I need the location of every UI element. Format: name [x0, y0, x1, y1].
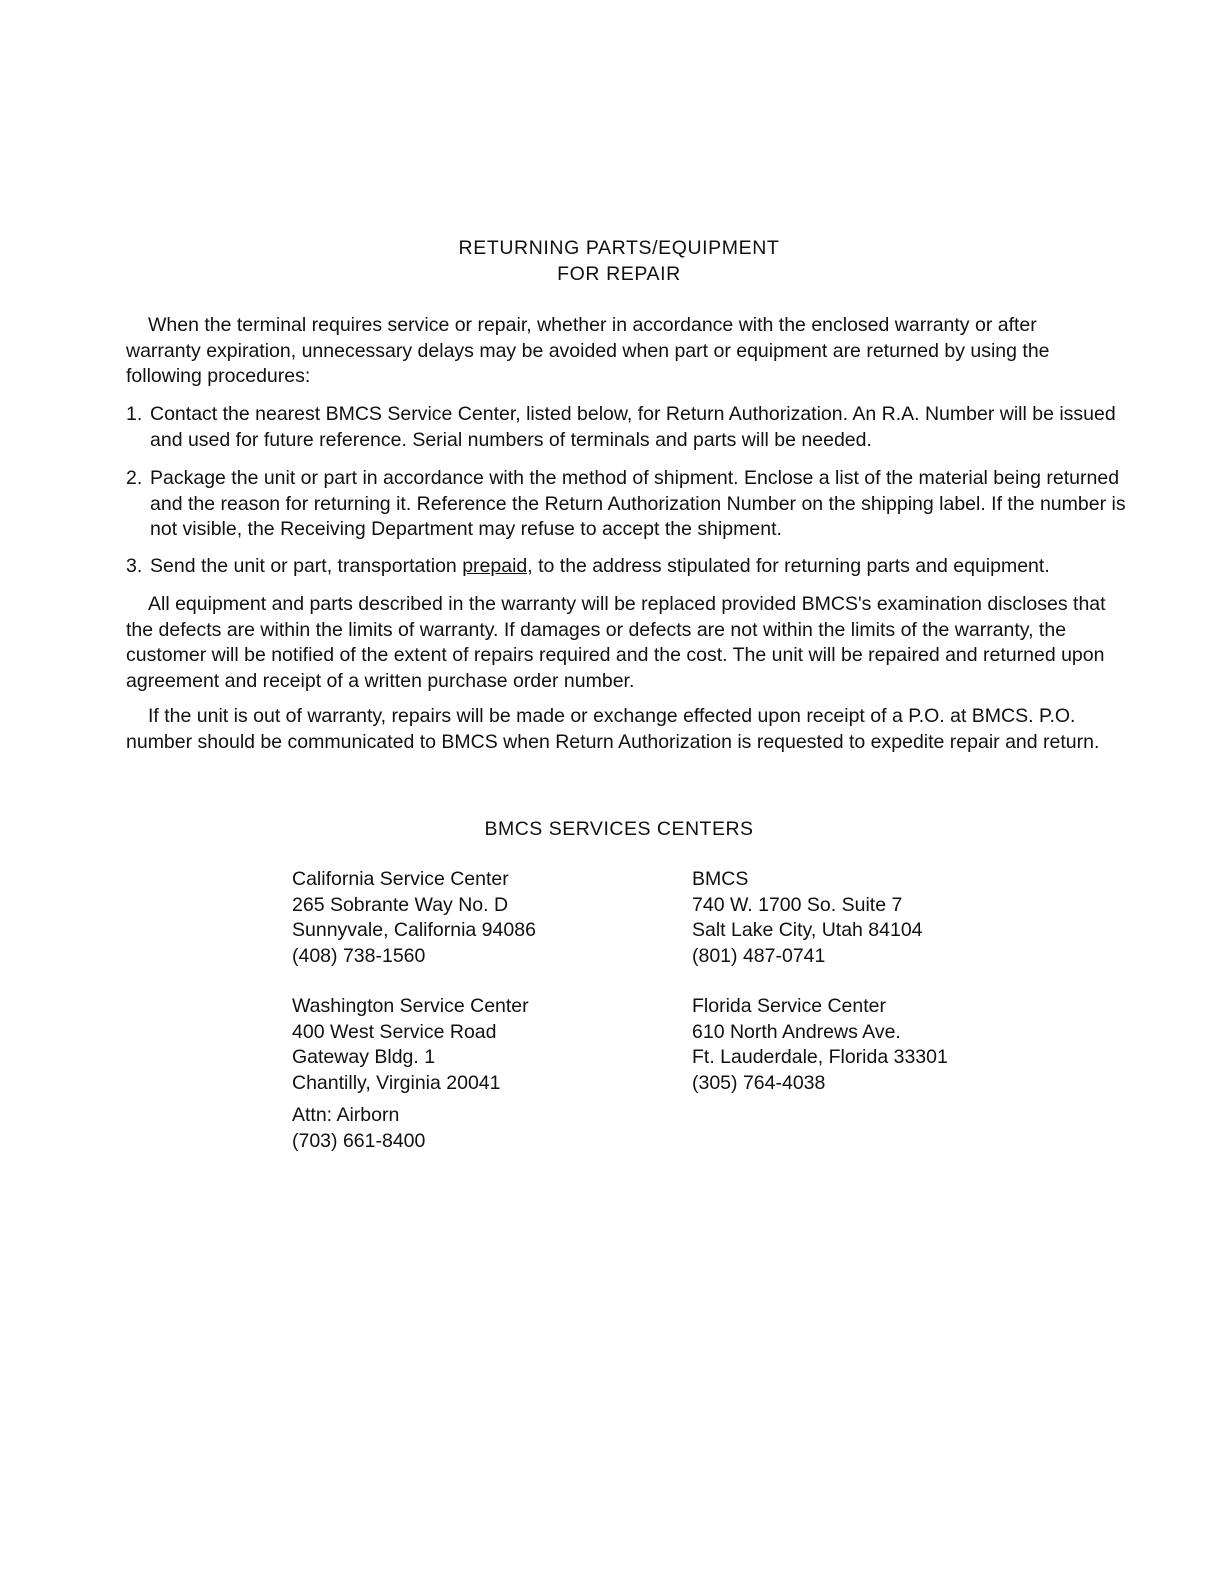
- center-city: Ft. Lauderdale, Florida 33301: [692, 1046, 948, 1068]
- center-street: 740 W. 1700 So. Suite 7: [692, 893, 903, 916]
- title-line-1: RETURNING PARTS/EQUIPMENT: [458, 237, 780, 259]
- center-name: Washington Service Center: [292, 995, 529, 1017]
- title-line-2: FOR REPAIR: [557, 263, 681, 285]
- center-street: 265 Sobrante Way No. D: [292, 893, 509, 916]
- center-name: BMCS: [692, 868, 749, 890]
- step-text: Package the unit or part in accordance with the method of shipment. Enclose a list of the material being returned and the reason for returning it. Reference the Return Authorization Number on the shipping label. If the number is not visible, the Receiving Department may refuse to accept the shipment.: [150, 467, 1126, 540]
- step-text: Contact the nearest BMCS Service Center, listed below, for Return Authorization. An R.A. Number will be issued and used for future reference. Serial numbers of terminals and parts will be needed.: [150, 403, 1116, 451]
- center-street: 400 West Service Road: [292, 1020, 497, 1043]
- warranty-paragraph: All equipment and parts described in the warranty will be replaced provided BMCS's examination discloses that the defects are within the limits of warranty. If damages or defects are not within the limits of the warranty, the customer will be notified of the extent of repairs required and the cost. The unit will be repaired and returned upon agreement and receipt of a written purchase order number.: [126, 593, 1106, 692]
- centers-title: BMCS SERVICES CENTERS: [484, 818, 754, 840]
- step-text: [150, 554, 1126, 580]
- center-phone: (801) 487-0741: [692, 944, 826, 967]
- step-number: 3.: [126, 555, 143, 577]
- step-number: 1.: [126, 403, 143, 425]
- center-phone: (305) 764-4038: [692, 1071, 826, 1094]
- center-city: Sunnyvale, California 94086: [292, 919, 536, 941]
- utah-service-center: [692, 867, 1012, 969]
- center-city: Salt Lake City, Utah 84104: [692, 919, 923, 941]
- center-building: Gateway Bldg. 1: [292, 1046, 436, 1068]
- center-phone: (703) 661-8400: [292, 1129, 426, 1152]
- florida-service-center: [692, 994, 1012, 1096]
- step-number: 2.: [126, 467, 143, 489]
- intro-paragraph: When the terminal requires service or repair, whether in accordance with the enclosed warranty or after warranty expiration, unnecessary delays may be avoided when part or equipment are returned by using the following procedures:: [126, 314, 1050, 387]
- out-of-warranty-paragraph: If the unit is out of warranty, repairs will be made or exchange effected upon receipt of a P.O. at BMCS. P.O. number should be communicated to BMCS when Return Authorization is requested to expedite repair and return.: [126, 705, 1100, 753]
- washington-attn-block: [292, 1103, 612, 1154]
- washington-service-center: [292, 994, 612, 1096]
- center-name: California Service Center: [292, 868, 509, 890]
- step-text-before: Send the unit or part, transportation: [150, 555, 463, 577]
- step-text-after: to the address stipulated for returning parts and equipment.: [532, 555, 1050, 577]
- california-service-center: [292, 867, 612, 969]
- center-city: Chantilly, Virginia 20041: [292, 1071, 501, 1094]
- center-attn: Attn: Airborn: [292, 1104, 400, 1126]
- prepaid-underlined: prepaid,: [462, 555, 533, 577]
- center-phone: (408) 738-1560: [292, 944, 426, 967]
- center-name: Florida Service Center: [692, 995, 886, 1017]
- center-street: 610 North Andrews Ave.: [692, 1020, 901, 1043]
